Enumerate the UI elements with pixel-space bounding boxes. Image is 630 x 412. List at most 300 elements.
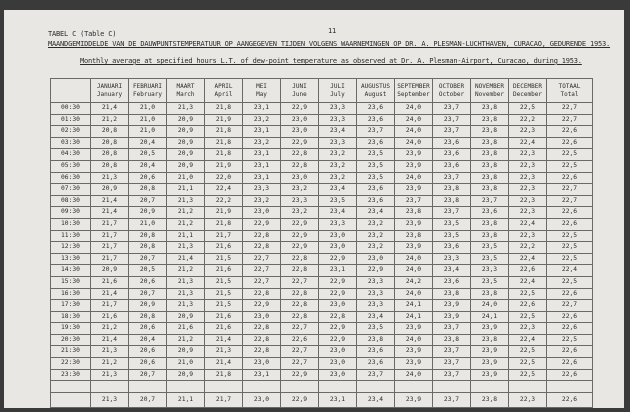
value-cell: 21,2 (167, 265, 205, 277)
table-row (51, 172, 593, 184)
value-cell: 22,8 (281, 149, 319, 161)
value-cell: 23,8 (471, 288, 509, 300)
value-cell: 21,8 (205, 149, 243, 161)
value-cell: 22,3 (509, 160, 547, 172)
value-cell: 23,7 (433, 346, 471, 358)
value-cell: 23,9 (471, 369, 509, 381)
value-cell: 22,5 (547, 276, 593, 288)
value-cell: 21,9 (205, 114, 243, 126)
value-cell: 22,6 (509, 300, 547, 312)
value-cell: 23,3 (357, 300, 395, 312)
value-cell: 24,0 (395, 334, 433, 346)
value-cell: 23,0 (281, 114, 319, 126)
value-cell: 20,5 (129, 149, 167, 161)
empty-cell (51, 392, 91, 407)
empty-cell (357, 381, 395, 393)
hour-cell: 18:30 (51, 311, 91, 323)
total-cell: 23,1 (319, 392, 357, 407)
value-cell: 23,8 (471, 137, 509, 149)
value-cell: 23,8 (471, 126, 509, 138)
value-cell: 21,4 (91, 195, 129, 207)
value-cell: 23,6 (471, 207, 509, 219)
column-header: MAART March (167, 79, 205, 103)
value-cell: 24,0 (395, 265, 433, 277)
value-cell: 23,1 (243, 149, 281, 161)
value-cell: 21,7 (205, 230, 243, 242)
value-cell: 23,7 (433, 114, 471, 126)
value-cell: 20,5 (129, 265, 167, 277)
value-cell: 23,6 (357, 195, 395, 207)
table-row (51, 288, 593, 300)
value-cell: 21,0 (129, 103, 167, 115)
value-cell: 20,8 (91, 126, 129, 138)
table-row (51, 369, 593, 381)
value-cell: 22,9 (319, 276, 357, 288)
value-cell: 21,3 (167, 276, 205, 288)
empty-cell (91, 381, 129, 393)
hour-cell: 11:30 (51, 230, 91, 242)
column-header: NOVEMBER November (471, 79, 509, 103)
value-cell: 22,6 (547, 311, 593, 323)
value-cell: 23,0 (243, 311, 281, 323)
value-cell: 21,4 (91, 288, 129, 300)
value-cell: 23,8 (471, 114, 509, 126)
value-cell: 22,5 (509, 346, 547, 358)
value-cell: 23,5 (433, 218, 471, 230)
value-cell: 20,9 (91, 265, 129, 277)
value-cell: 24,0 (395, 369, 433, 381)
table-row (51, 207, 593, 219)
value-cell: 22,7 (281, 346, 319, 358)
value-cell: 24,0 (395, 126, 433, 138)
value-cell: 20,9 (129, 207, 167, 219)
value-cell: 23,7 (433, 172, 471, 184)
value-cell: 21,8 (205, 126, 243, 138)
value-cell: 23,7 (433, 207, 471, 219)
value-cell: 21,7 (91, 253, 129, 265)
spacer-row (51, 381, 593, 393)
table-row (51, 265, 593, 277)
value-cell: 21,4 (91, 207, 129, 219)
total-cell: 23,4 (357, 392, 395, 407)
value-cell: 23,9 (395, 358, 433, 370)
value-cell: 22,6 (509, 265, 547, 277)
value-cell: 23,5 (357, 160, 395, 172)
table-row (51, 253, 593, 265)
value-cell: 22,7 (547, 103, 593, 115)
value-cell: 20,6 (129, 323, 167, 335)
value-cell: 20,9 (167, 149, 205, 161)
value-cell: 23,7 (471, 195, 509, 207)
value-cell: 22,9 (319, 323, 357, 335)
value-cell: 23,0 (281, 126, 319, 138)
value-cell: 22,8 (319, 311, 357, 323)
value-cell: 23,2 (357, 242, 395, 254)
value-cell: 23,3 (357, 288, 395, 300)
value-cell: 23,2 (281, 207, 319, 219)
table-row (51, 137, 593, 149)
value-cell: 21,3 (167, 288, 205, 300)
total-cell: 23,8 (471, 392, 509, 407)
hour-cell: 04:30 (51, 149, 91, 161)
value-cell: 21,3 (167, 300, 205, 312)
hour-cell: 20:30 (51, 334, 91, 346)
hour-cell: 16:30 (51, 288, 91, 300)
value-cell: 21,6 (91, 311, 129, 323)
value-cell: 23,0 (319, 242, 357, 254)
column-header: AUGUSTUS August (357, 79, 395, 103)
hour-cell: 21:30 (51, 346, 91, 358)
empty-cell (205, 381, 243, 393)
hour-cell: 17:30 (51, 300, 91, 312)
value-cell: 21,3 (167, 195, 205, 207)
value-cell: 23,5 (357, 323, 395, 335)
total-cell: 22,9 (281, 392, 319, 407)
value-cell: 23,6 (357, 114, 395, 126)
value-cell: 23,8 (471, 218, 509, 230)
table-row (51, 149, 593, 161)
value-cell: 23,2 (281, 184, 319, 196)
value-cell: 20,6 (129, 172, 167, 184)
value-cell: 23,9 (395, 184, 433, 196)
value-cell: 22,2 (509, 242, 547, 254)
value-cell: 23,6 (433, 137, 471, 149)
hour-cell: 15:30 (51, 276, 91, 288)
total-cell: 21,1 (167, 392, 205, 407)
hour-cell: 23:30 (51, 369, 91, 381)
value-cell: 21,3 (91, 346, 129, 358)
total-cell: 21,3 (91, 392, 129, 407)
value-cell: 21,2 (91, 114, 129, 126)
value-cell: 23,9 (433, 300, 471, 312)
document-title: MAANDGEMIDDELDE VAN DE DAUWPUNTSTEMPERATUUR OP AANGEGEVEN TIJDEN VOLGENS WAARNEMINGEN OP DR. A. PLESMAN-LUCHTHAVEN, CURACAO, GEDURENDE 1953. (48, 40, 611, 48)
hour-column-header (51, 79, 91, 103)
value-cell: 22,6 (547, 126, 593, 138)
value-cell: 23,6 (357, 103, 395, 115)
value-cell: 23,6 (357, 358, 395, 370)
value-cell: 21,5 (205, 300, 243, 312)
value-cell: 22,6 (547, 346, 593, 358)
value-cell: 23,8 (471, 160, 509, 172)
value-cell: 23,6 (357, 184, 395, 196)
total-cell: 23,0 (243, 392, 281, 407)
value-cell: 24,0 (395, 172, 433, 184)
value-cell: 22,8 (243, 346, 281, 358)
table-row (51, 195, 593, 207)
value-cell: 22,7 (547, 195, 593, 207)
value-cell: 21,7 (91, 218, 129, 230)
value-cell: 20,7 (129, 288, 167, 300)
page-number: 11 (328, 27, 337, 35)
value-cell: 24,0 (395, 137, 433, 149)
column-header: FEBRUARI February (129, 79, 167, 103)
value-cell: 23,1 (243, 369, 281, 381)
value-cell: 20,8 (91, 137, 129, 149)
value-cell: 23,8 (471, 334, 509, 346)
value-cell: 20,9 (91, 184, 129, 196)
value-cell: 23,4 (319, 207, 357, 219)
value-cell: 23,4 (319, 184, 357, 196)
value-cell: 22,7 (281, 323, 319, 335)
value-cell: 21,0 (129, 114, 167, 126)
value-cell: 24,1 (395, 300, 433, 312)
value-cell: 23,6 (433, 160, 471, 172)
value-cell: 21,7 (91, 242, 129, 254)
value-cell: 22,7 (547, 300, 593, 312)
value-cell: 24,0 (471, 300, 509, 312)
value-cell: 23,8 (471, 184, 509, 196)
value-cell: 21,3 (167, 103, 205, 115)
value-cell: 22,8 (281, 288, 319, 300)
value-cell: 22,3 (509, 230, 547, 242)
value-cell: 20,7 (129, 253, 167, 265)
value-cell: 23,8 (433, 195, 471, 207)
value-cell: 21,6 (91, 276, 129, 288)
hour-cell: 10:30 (51, 218, 91, 230)
total-cell: 23,9 (395, 392, 433, 407)
value-cell: 22,5 (547, 230, 593, 242)
value-cell: 24,0 (395, 103, 433, 115)
value-cell: 21,3 (91, 369, 129, 381)
value-cell: 23,8 (395, 207, 433, 219)
value-cell: 22,3 (509, 207, 547, 219)
value-cell: 23,3 (319, 114, 357, 126)
value-cell: 23,7 (433, 358, 471, 370)
value-cell: 23,2 (319, 160, 357, 172)
value-cell: 23,6 (357, 137, 395, 149)
value-cell: 23,8 (357, 334, 395, 346)
value-cell: 22,5 (547, 242, 593, 254)
table-row (51, 126, 593, 138)
value-cell: 22,8 (243, 288, 281, 300)
value-cell: 22,4 (509, 334, 547, 346)
value-cell: 21,3 (91, 172, 129, 184)
value-cell: 20,4 (129, 137, 167, 149)
value-cell: 23,7 (433, 369, 471, 381)
value-cell: 21,8 (205, 137, 243, 149)
value-cell: 20,9 (167, 114, 205, 126)
value-cell: 22,9 (319, 334, 357, 346)
value-cell: 21,9 (205, 160, 243, 172)
value-cell: 23,6 (433, 242, 471, 254)
value-cell: 22,9 (243, 218, 281, 230)
value-cell: 23,0 (319, 230, 357, 242)
value-cell: 23,4 (357, 207, 395, 219)
value-cell: 23,0 (319, 300, 357, 312)
empty-cell (471, 381, 509, 393)
value-cell: 20,4 (129, 160, 167, 172)
value-cell: 23,9 (395, 149, 433, 161)
value-cell: 22,6 (547, 172, 593, 184)
value-cell: 24,0 (395, 114, 433, 126)
value-cell: 22,7 (243, 265, 281, 277)
value-cell: 20,6 (129, 358, 167, 370)
value-cell: 22,9 (243, 300, 281, 312)
column-header: DECEMBER December (509, 79, 547, 103)
table-row (51, 230, 593, 242)
value-cell: 21,2 (167, 334, 205, 346)
value-cell: 22,2 (205, 195, 243, 207)
value-cell: 22,8 (281, 300, 319, 312)
value-cell: 22,3 (509, 149, 547, 161)
value-cell: 20,8 (129, 242, 167, 254)
value-cell: 21,2 (91, 358, 129, 370)
value-cell: 21,6 (205, 242, 243, 254)
value-cell: 23,8 (433, 184, 471, 196)
empty-cell (319, 381, 357, 393)
value-cell: 20,9 (167, 160, 205, 172)
value-cell: 21,4 (91, 103, 129, 115)
document-page (4, 10, 624, 408)
value-cell: 23,1 (243, 103, 281, 115)
value-cell: 22,9 (281, 137, 319, 149)
table-row (51, 334, 593, 346)
table-row (51, 300, 593, 312)
value-cell: 23,2 (243, 114, 281, 126)
empty-cell (129, 381, 167, 393)
value-cell: 22,5 (547, 160, 593, 172)
value-cell: 21,7 (91, 300, 129, 312)
totals-row (51, 392, 593, 407)
column-header: OCTOBER October (433, 79, 471, 103)
value-cell: 22,5 (547, 334, 593, 346)
value-cell: 20,9 (167, 311, 205, 323)
total-cell: 22,6 (547, 392, 593, 407)
value-cell: 23,0 (357, 253, 395, 265)
value-cell: 23,0 (319, 369, 357, 381)
value-cell: 20,8 (129, 311, 167, 323)
value-cell: 21,5 (205, 288, 243, 300)
value-cell: 22,8 (243, 334, 281, 346)
hour-cell: 00:30 (51, 103, 91, 115)
value-cell: 22,3 (509, 195, 547, 207)
value-cell: 23,4 (319, 126, 357, 138)
value-cell: 23,3 (357, 276, 395, 288)
empty-cell (281, 381, 319, 393)
value-cell: 22,7 (281, 358, 319, 370)
column-header: MEI May (243, 79, 281, 103)
value-cell: 23,1 (319, 265, 357, 277)
column-header-row (51, 79, 593, 103)
empty-cell (433, 381, 471, 393)
value-cell: 23,4 (433, 265, 471, 277)
table-row (51, 358, 593, 370)
total-cell: 21,7 (205, 392, 243, 407)
value-cell: 23,7 (433, 323, 471, 335)
column-header: TOTAAL Total (547, 79, 593, 103)
document-subtitle: Monthly average at specified hours L.T. of dew-point temperature as observed at Dr. A. Plesman-Airport, Curacao, during 1953. (80, 57, 582, 65)
value-cell: 22,4 (509, 218, 547, 230)
value-cell: 22,5 (509, 311, 547, 323)
value-cell: 22,6 (547, 137, 593, 149)
value-cell: 22,5 (509, 288, 547, 300)
empty-cell (509, 381, 547, 393)
value-cell: 21,9 (205, 207, 243, 219)
value-cell: 22,4 (547, 265, 593, 277)
value-cell: 21,0 (167, 172, 205, 184)
column-header: JUNI June (281, 79, 319, 103)
table-row (51, 242, 593, 254)
value-cell: 23,2 (357, 230, 395, 242)
value-cell: 20,6 (129, 346, 167, 358)
value-cell: 23,9 (471, 358, 509, 370)
column-header: APRIL April (205, 79, 243, 103)
value-cell: 21,6 (205, 311, 243, 323)
value-cell: 22,6 (547, 218, 593, 230)
value-cell: 21,1 (167, 230, 205, 242)
value-cell: 22,2 (509, 114, 547, 126)
value-cell: 23,8 (433, 334, 471, 346)
total-cell: 22,3 (509, 392, 547, 407)
value-cell: 23,3 (471, 265, 509, 277)
empty-cell (167, 381, 205, 393)
value-cell: 21,7 (91, 230, 129, 242)
value-cell: 21,2 (91, 323, 129, 335)
value-cell: 23,6 (433, 276, 471, 288)
value-cell: 20,7 (129, 195, 167, 207)
value-cell: 22,5 (547, 149, 593, 161)
table-row (51, 218, 593, 230)
hour-cell: 09:30 (51, 207, 91, 219)
value-cell: 21,4 (91, 334, 129, 346)
value-cell: 22,9 (281, 230, 319, 242)
column-header: JANUARI January (91, 79, 129, 103)
value-cell: 22,3 (509, 172, 547, 184)
value-cell: 23,9 (471, 323, 509, 335)
value-cell: 21,8 (205, 103, 243, 115)
table-row (51, 103, 593, 115)
value-cell: 23,9 (395, 346, 433, 358)
value-cell: 23,8 (471, 172, 509, 184)
table-row (51, 114, 593, 126)
column-header: JULI July (319, 79, 357, 103)
value-cell: 23,8 (471, 103, 509, 115)
value-cell: 22,8 (281, 311, 319, 323)
value-cell: 23,0 (319, 346, 357, 358)
value-cell: 21,2 (167, 218, 205, 230)
column-header: SEPTEMBER September (395, 79, 433, 103)
value-cell: 24,2 (395, 276, 433, 288)
value-cell: 22,6 (547, 369, 593, 381)
value-cell: 23,8 (471, 230, 509, 242)
value-cell: 24,1 (471, 311, 509, 323)
value-cell: 21,8 (205, 369, 243, 381)
value-cell: 23,0 (281, 172, 319, 184)
value-cell: 23,5 (471, 242, 509, 254)
hour-cell: 14:30 (51, 265, 91, 277)
table-row (51, 276, 593, 288)
value-cell: 22,6 (547, 288, 593, 300)
table-row (51, 323, 593, 335)
value-cell: 22,9 (357, 265, 395, 277)
value-cell: 20,9 (167, 126, 205, 138)
value-cell: 23,3 (319, 137, 357, 149)
value-cell: 21,6 (205, 265, 243, 277)
hour-cell: 01:30 (51, 114, 91, 126)
value-cell: 20,4 (129, 334, 167, 346)
value-cell: 22,9 (281, 369, 319, 381)
value-cell: 21,4 (205, 334, 243, 346)
dew-point-table (50, 78, 593, 408)
value-cell: 23,1 (243, 172, 281, 184)
hour-cell: 12:30 (51, 242, 91, 254)
value-cell: 21,4 (167, 253, 205, 265)
value-cell: 23,2 (319, 172, 357, 184)
value-cell: 24,0 (395, 288, 433, 300)
value-cell: 21,5 (205, 276, 243, 288)
value-cell: 23,9 (395, 323, 433, 335)
value-cell: 20,8 (129, 184, 167, 196)
